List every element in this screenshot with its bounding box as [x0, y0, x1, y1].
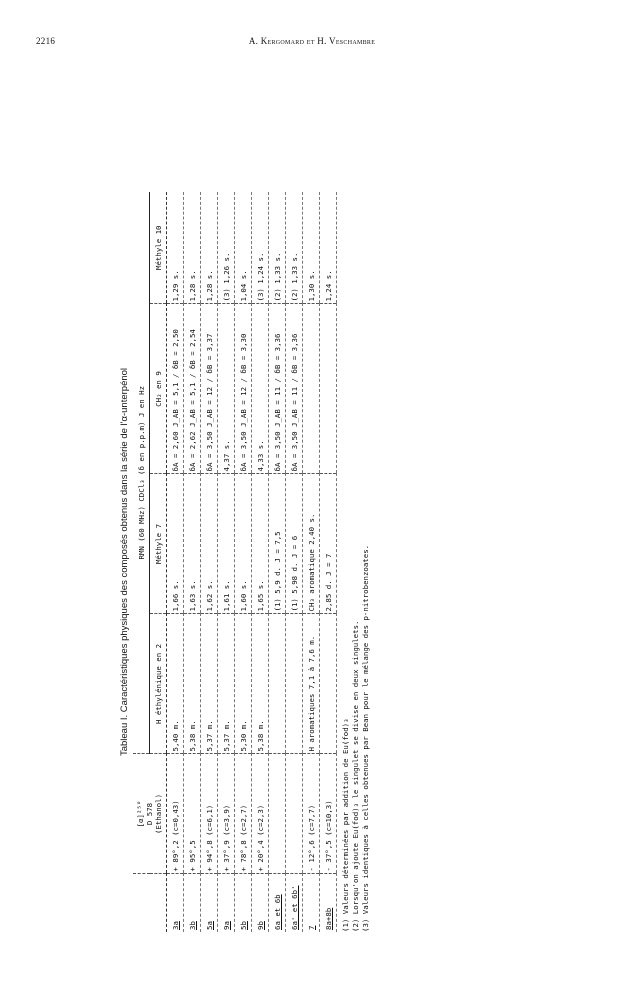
cell-alpha: + 94°,8 (c=6,1)	[201, 754, 218, 874]
table-row	[303, 192, 320, 932]
table-row	[252, 192, 269, 932]
cell-me10: (3) 1,26 s.	[218, 192, 235, 304]
table-row	[235, 192, 252, 932]
cell-me7: 1,65 s.	[252, 474, 269, 614]
cell-h2	[320, 614, 337, 754]
cell-ch2: δA = 3,50 J_AB = 11 / δB = 3,36	[286, 304, 303, 474]
cell-me10: (3) 1,24 s.	[252, 192, 269, 304]
cell-me7: 1,61 s.	[218, 474, 235, 614]
cell-me10: 1,28 s.	[201, 192, 218, 304]
cell-ch2: 4,37 s.	[218, 304, 235, 474]
rotated-table-block	[117, 192, 487, 932]
cell-me10: 1,04 s.	[235, 192, 252, 304]
table-row	[167, 192, 184, 932]
table-header-row-1	[133, 192, 150, 932]
cell-alpha	[269, 754, 286, 874]
table-note: (3) Valeurs identiques à celles obtenues par Bean pour le mélange des p-nitrobenzoates.	[361, 544, 370, 932]
cell-me10: 1,24 s.	[320, 192, 337, 304]
cell-ch2	[303, 304, 320, 474]
table-row	[218, 192, 235, 932]
cell-ch2: δA = 3,50 J_AB = 11 / δB = 3,36	[269, 304, 286, 474]
table-row	[320, 192, 337, 932]
cell-h2	[269, 614, 286, 754]
cell-ch2: δA = 3,50 J_AB = 12 / δB = 3,30	[235, 304, 252, 474]
cell-me7: 1,63 s.	[184, 474, 201, 614]
cell-ch2: δA = 3,50 J_AB = 12 / δB = 3,37	[201, 304, 218, 474]
cell-compound: 8a+8b	[320, 874, 337, 932]
cell-alpha: + 20°,4 (c=2,3)	[252, 754, 269, 874]
cell-alpha: + 89°,2 (c=0,43)	[167, 754, 184, 874]
page-number: 2216	[36, 36, 56, 46]
cell-me10: (2) 1,33 s.	[286, 192, 303, 304]
header-h2: H éthylénique en 2	[150, 614, 167, 754]
cell-h2: 5,38 m.	[184, 614, 201, 754]
cell-ch2	[320, 304, 337, 474]
cell-alpha: + 37°,9 (c=3,9)	[218, 754, 235, 874]
header-me10: Méthyle 10	[150, 192, 167, 304]
cell-me7: (1) 5,98 d. J = 6	[286, 474, 303, 614]
cell-h2: 5,30 m.	[235, 614, 252, 754]
cell-compound: 3b	[184, 874, 201, 932]
cell-h2: 5,40 m.	[167, 614, 184, 754]
cell-alpha: + 78°,8 (c=2,7)	[235, 754, 252, 874]
cell-ch2: 4,33 s.	[252, 304, 269, 474]
table-notes	[341, 192, 371, 932]
cell-h2: 5,37 m.	[218, 614, 235, 754]
cell-me7: 2,85 d. J = 7	[320, 474, 337, 614]
table-row	[286, 192, 303, 932]
header-ch2: CH₂ en 9	[150, 304, 167, 474]
header-nmr-group: RMN (60 MHz) CDCl₃ (δ en p.p.m) J en Hz	[133, 192, 150, 754]
header-alpha: [α]²⁵° D 578 (Ethanol)	[133, 754, 167, 874]
cell-compound: 6a' et 6b'	[286, 874, 303, 932]
cell-me7: 1,62 s.	[201, 474, 218, 614]
table-row	[269, 192, 286, 932]
cell-h2: 5,37 m.	[201, 614, 218, 754]
cell-compound: 6a et 6b	[269, 874, 286, 932]
cell-h2: H aromatiques 7,1 à 7,6 m.	[303, 614, 320, 754]
table-body	[167, 192, 337, 932]
cell-ch2: δA = 2,60 J_AB = 5,1 / δB = 2,50	[167, 304, 184, 474]
cell-me7: (1) 5,9 d. J = 7,5	[269, 474, 286, 614]
cell-ch2: δA = 2,62 J_AB = 5,1 / δB = 2,54	[184, 304, 201, 474]
header-compound	[133, 874, 167, 932]
cell-me10: (2) 1,33 s.	[269, 192, 286, 304]
cell-h2	[286, 614, 303, 754]
cell-me10: 1,28 s.	[184, 192, 201, 304]
cell-me7: 1,66 s.	[167, 474, 184, 614]
table-caption: Tableau I. Caractéristiques physiques des composés obtenus dans la série de l'α-unterpénol	[119, 367, 130, 757]
table-note: (2) Lorsqu'on ajoute Eu(fod)₃ le singulet se divise en deux singulets.	[351, 620, 360, 932]
cell-me10: 1,29 s.	[167, 192, 184, 304]
running-head: A. Kergomard et H. Veschambre	[248, 36, 376, 46]
nmr-table	[133, 192, 337, 932]
table-note: (1) Valeurs déterminées par addition de Eu(fod)₃	[341, 718, 350, 932]
table-row	[201, 192, 218, 932]
cell-alpha: - 37°,5 (c=10,3)	[320, 754, 337, 874]
cell-compound: 3a	[167, 874, 184, 932]
cell-me7: 1,60 s.	[235, 474, 252, 614]
cell-compound: 7	[303, 874, 320, 932]
table-row	[184, 192, 201, 932]
cell-alpha	[286, 754, 303, 874]
cell-compound: 9a	[218, 874, 235, 932]
cell-compound: 9b	[252, 874, 269, 932]
header-me7: Méthyle 7	[150, 474, 167, 614]
cell-me10: 1,30 s.	[303, 192, 320, 304]
cell-alpha: + 95°,5	[184, 754, 201, 874]
cell-me7: CH₃ aromatique 2,40 s.	[303, 474, 320, 614]
cell-alpha: - 12°,6 (c=7,7)	[303, 754, 320, 874]
cell-h2: 5,38 m.	[252, 614, 269, 754]
cell-compound: 5a	[201, 874, 218, 932]
cell-compound: 5b	[235, 874, 252, 932]
